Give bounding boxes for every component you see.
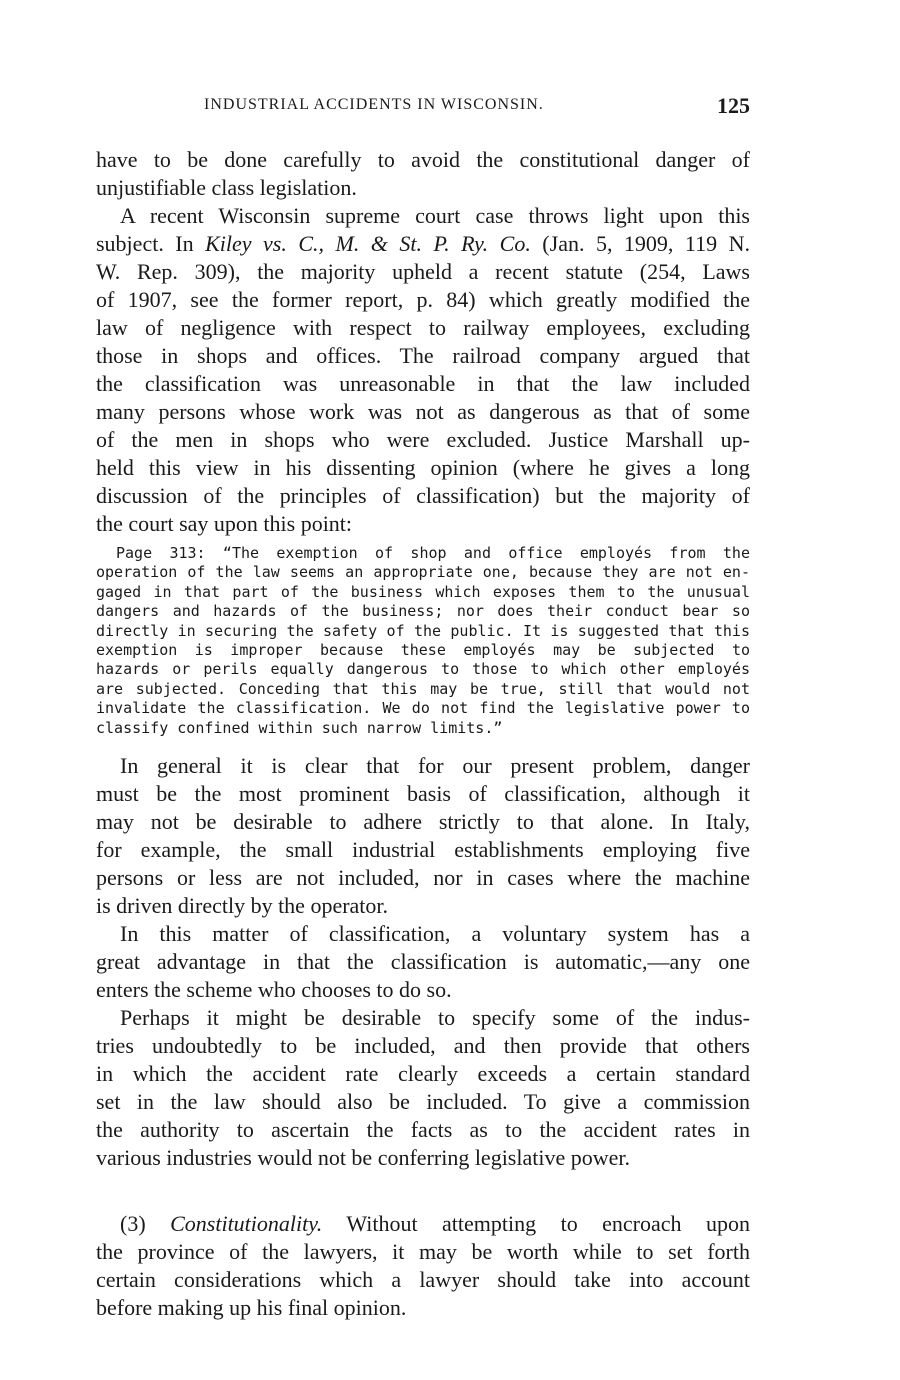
paragraph-2	[96, 202, 750, 538]
text-line: for example, the small industrial establishments employing five	[96, 836, 750, 862]
text-line: persons or less are not included, nor in cases where the machine	[96, 864, 750, 890]
text-line: in which the accident rate clearly exceeds a certain standard	[96, 1060, 750, 1086]
paragraph-1	[96, 146, 750, 202]
quote-line: classify confined within such narrow limits.”	[96, 718, 503, 737]
text-line: various industries would not be conferring legislative power.	[96, 1144, 630, 1170]
text-fragment: subject. In	[96, 231, 206, 256]
quote-line: dangers and hazards of the business; nor does their conduct bear so	[96, 602, 750, 621]
text-line	[96, 230, 750, 258]
paragraph-5	[96, 1004, 750, 1172]
text-line: the province of the lawyers, it may be worth while to set forth	[96, 1238, 750, 1264]
paragraph-4	[96, 920, 750, 1004]
quote-line: exemption is improper because these employés may be subjected to	[96, 640, 750, 659]
text-line: unjustifiable class legislation.	[96, 175, 357, 200]
text-line: the authority to ascertain the facts as to the accident rates in	[96, 1116, 750, 1142]
text-line	[96, 1210, 750, 1238]
text-line: In this matter of classification, a voluntary system has a	[120, 920, 750, 946]
running-head	[96, 93, 750, 123]
text-line: In general it is clear that for our present problem, danger	[120, 752, 750, 778]
quote-line: operation of the law seems an appropriate one, because they are not en-	[96, 563, 750, 582]
text-line: law of negligence with respect to railway employees, excluding	[96, 315, 750, 340]
page-body	[96, 146, 750, 1322]
quote-line: hazards or perils equally dangerous to those to which other employés	[96, 660, 750, 679]
quote-line: directly in securing the safety of the public. It is suggested that this	[96, 621, 750, 640]
text-line: Perhaps it might be desirable to specify some of the indus-	[120, 1004, 750, 1030]
text-line: the classification was unreasonable in that the law included	[96, 371, 750, 396]
section-gap	[96, 1172, 750, 1210]
running-title: INDUSTRIAL ACCIDENTS IN WISCONSIN.	[204, 96, 544, 113]
text-fragment: Without attempting to encroach upon	[322, 1210, 750, 1236]
text-line: enters the scheme who chooses to do so.	[96, 976, 452, 1002]
text-line: the court say upon this point:	[96, 511, 353, 536]
quote-line: gaged in that part of the business which exposes them to the unusual	[96, 582, 750, 601]
text-line: A recent Wisconsin supreme court case throws light upon this	[120, 203, 750, 228]
section-number: (3)	[120, 1210, 171, 1236]
text-line: have to be done carefully to avoid the constitutional danger of	[96, 147, 750, 172]
text-line: great advantage in that the classification is automatic,—any one	[96, 948, 750, 974]
quote-line: invalidate the classification. We do not find the legislative power to	[96, 699, 750, 718]
text-line: may not be desirable to adhere strictly to that alone. In Italy,	[96, 808, 750, 834]
text-line: must be the most prominent basis of classification, although it	[96, 780, 750, 806]
text-line: before making up his final opinion.	[96, 1294, 407, 1320]
text-line: discussion of the principles of classification) but the majority of	[96, 483, 750, 508]
text-line: W. Rep. 309), the majority upheld a recent statute (254, Laws	[96, 259, 750, 284]
text-fragment: (Jan. 5, 1909, 119 N.	[530, 231, 750, 256]
text-line: of the men in shops who were excluded. Justice Marshall up-	[96, 427, 750, 452]
paragraph-6	[96, 1210, 750, 1322]
text-line: those in shops and offices. The railroad company argued that	[96, 343, 750, 368]
text-line: many persons whose work was not as dangerous as that of some	[96, 399, 750, 424]
page-number: 125	[717, 93, 750, 118]
paragraph-3	[96, 752, 750, 920]
quote-line: are subjected. Conceding that this may be true, still that would not	[96, 679, 750, 698]
case-name: Kiley vs. C., M. & St. P. Ry. Co.	[205, 231, 531, 256]
text-line: set in the law should also be included. To give a commission	[96, 1088, 750, 1114]
section-heading: Constitutionality.	[170, 1210, 323, 1236]
text-line: certain considerations which a lawyer should take into account	[96, 1266, 750, 1292]
text-line: tries undoubtedly to be included, and then provide that others	[96, 1032, 750, 1058]
quote-line: Page 313: “The exemption of shop and office employés from the	[116, 544, 750, 562]
text-line: held this view in his dissenting opinion (where he gives a long	[96, 455, 750, 480]
text-line: of 1907, see the former report, p. 84) which greatly modified the	[96, 287, 750, 312]
text-line: is driven directly by the operator.	[96, 892, 389, 918]
block-quote	[96, 544, 750, 738]
